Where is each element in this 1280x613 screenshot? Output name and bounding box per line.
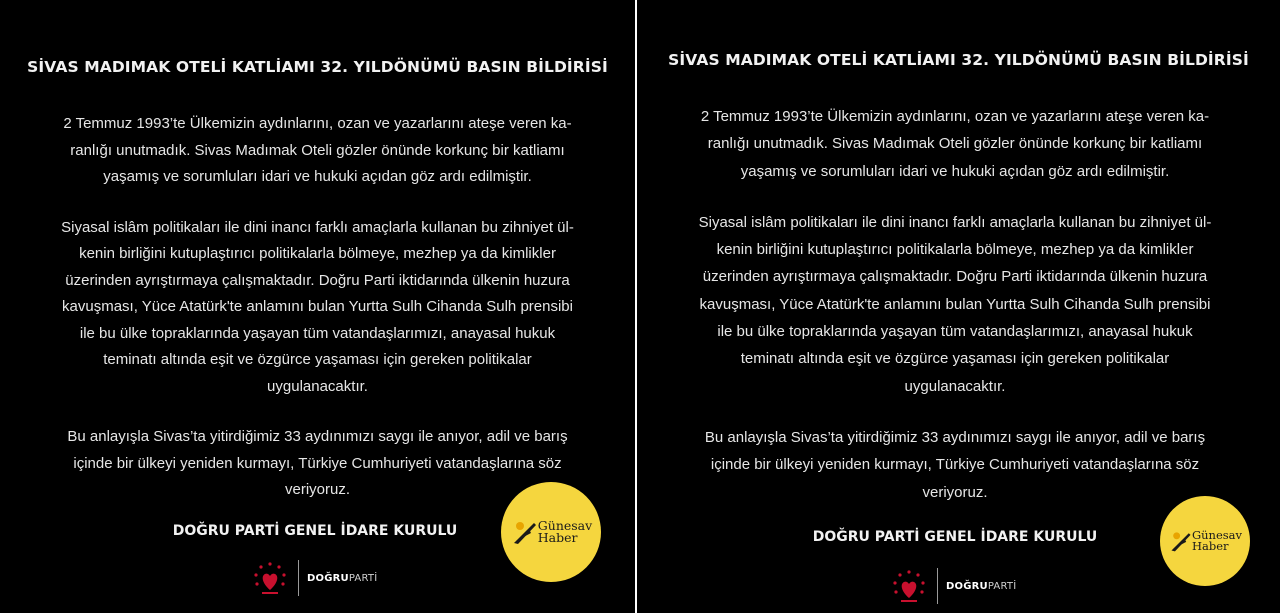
text-line: 2 Temmuz 1993’te Ülkemizin aydınlarını, ozan ve yazarlarını ateşe veren ka-: [63, 115, 572, 132]
watermark-badge: [1160, 496, 1250, 586]
text-line: Bu anlayışla Sivas’ta yitirdiğimiz 33 aydınımızı saygı ile anıyor, adil ve barış: [704, 428, 1206, 446]
text-line: ranlığı unutmadık. Sivas Madımak Oteli gözler önünde korkunç bir katliamı: [70, 141, 565, 159]
logo-divider: [298, 560, 299, 596]
paragraph-2: [675, 209, 1235, 400]
text-line: veriyoruz.: [284, 481, 351, 498]
text-line: ile bu ülke topraklarında yaşayan tüm vatandaşlarımızı, anayasal hukuk: [79, 324, 556, 342]
party-emblem-icon: [889, 566, 929, 606]
text-line: Siyasal islâm politikaları ile dini inancı farklı amaçlarla kullanan bu zihniyet ül-: [698, 213, 1212, 231]
party-wordmark: DOĞRUPARTİ: [946, 580, 1017, 592]
signature: DOĞRU PARTİ GENEL İDARE KURULU: [172, 523, 458, 539]
text-line: kenin birliğini kutuplaştırıcı politikalarla bölmeye, mezhep ya da kimlikler: [716, 241, 1194, 259]
paragraph-2: [40, 215, 595, 401]
statement-body: [675, 103, 1235, 506]
text-line: teminatı altında eşit ve özgürce yaşaması için gereken politikalar: [103, 351, 532, 368]
text-line: kenin birliğini kutuplaştırıcı politikalarla bölmeye, mezhep ya da kimlikler: [79, 245, 556, 262]
text-line: teminatı altında eşit ve özgürce yaşaması için gereken politikalar: [740, 350, 1170, 368]
party-logo: [250, 558, 377, 598]
text-line: 2 Temmuz 1993’te Ülkemizin aydınlarını, ozan ve yazarlarını ateşe veren ka-: [700, 108, 1210, 125]
statement-panel-left: [0, 0, 635, 613]
text-line: ranlığı unutmadık. Sivas Madımak Oteli gözler önünde korkunç bir katliamı: [707, 135, 1203, 153]
text-line: içinde bir ülkeyi yeniden kurmayı, Türkiye Cumhuriyeti vatandaşlarına söz: [73, 454, 562, 472]
watermark-badge: [501, 482, 601, 582]
text-line: kavuşması, Yüce Atatürk'te anlamını bulan Yurtta Sulh Cihanda Sulh prensibi: [699, 295, 1211, 313]
text-line: veriyoruz.: [922, 483, 988, 501]
paragraph-1: [675, 103, 1235, 185]
logo-divider: [937, 568, 938, 604]
party-wordmark: DOĞRUPARTİ: [307, 572, 378, 584]
signature: DOĞRU PARTİ GENEL İDARE KURULU: [812, 529, 1098, 545]
text-line: yaşamış ve sorumluları idari ve hukuki açıdan göz ardı edilmiştir.: [103, 168, 532, 185]
watermark-line-2: Haber: [1191, 539, 1229, 553]
watermark-line-1: Günesav: [1191, 527, 1243, 542]
quill-sun-icon: [510, 517, 540, 547]
quill-sun-icon: [1168, 528, 1194, 554]
party-emblem-icon: [250, 558, 290, 598]
text-line: kavuşması, Yüce Atatürk'te anlamını bulan Yurtta Sulh Cihanda Sulh prensibi: [62, 298, 573, 315]
statement-title: SİVAS MADIMAK OTELİ KATLİAMI 32. YILDÖNÜMÜ BASIN BİLDİRİSİ: [27, 58, 608, 76]
statement-body: [40, 111, 595, 504]
paragraph-1: [40, 111, 595, 191]
paragraph-3: [675, 424, 1235, 506]
watermark-line-1: Günesav: [537, 517, 593, 533]
party-logo: [889, 566, 1016, 606]
text-line: üzerinden ayrıştırmaya çalışmaktadır. Doğru Parti iktidarında ülkenin huzura: [702, 268, 1208, 286]
text-line: içinde bir ülkeyi yeniden kurmayı, Türkiye Cumhuriyeti vatandaşlarına söz: [710, 456, 1200, 474]
text-line: Bu anlayışla Sivas’ta yitirdiğimiz 33 aydınımızı saygı ile anıyor, adil ve barış: [67, 428, 568, 445]
paragraph-3: [40, 424, 595, 504]
text-line: yaşamış ve sorumluları idari ve hukuki açıdan göz ardı edilmiştir.: [740, 162, 1170, 180]
statement-panel-right: [637, 0, 1280, 613]
watermark-line-2: Haber: [537, 530, 578, 545]
text-line: üzerinden ayrıştırmaya çalışmaktadır. Doğru Parti iktidarında ülkenin huzura: [65, 271, 570, 289]
text-line: uygulanacaktır.: [904, 377, 1006, 395]
text-line: uygulanacaktır.: [267, 377, 368, 395]
text-line: Siyasal islâm politikaları ile dini inancı farklı amaçlarla kullanan bu zihniyet ül-: [61, 218, 574, 236]
text-line: ile bu ülke topraklarında yaşayan tüm vatandaşlarımızı, anayasal hukuk: [717, 323, 1193, 341]
statement-title: SİVAS MADIMAK OTELİ KATLİAMI 32. YILDÖNÜMÜ BASIN BİLDİRİSİ: [668, 51, 1249, 69]
